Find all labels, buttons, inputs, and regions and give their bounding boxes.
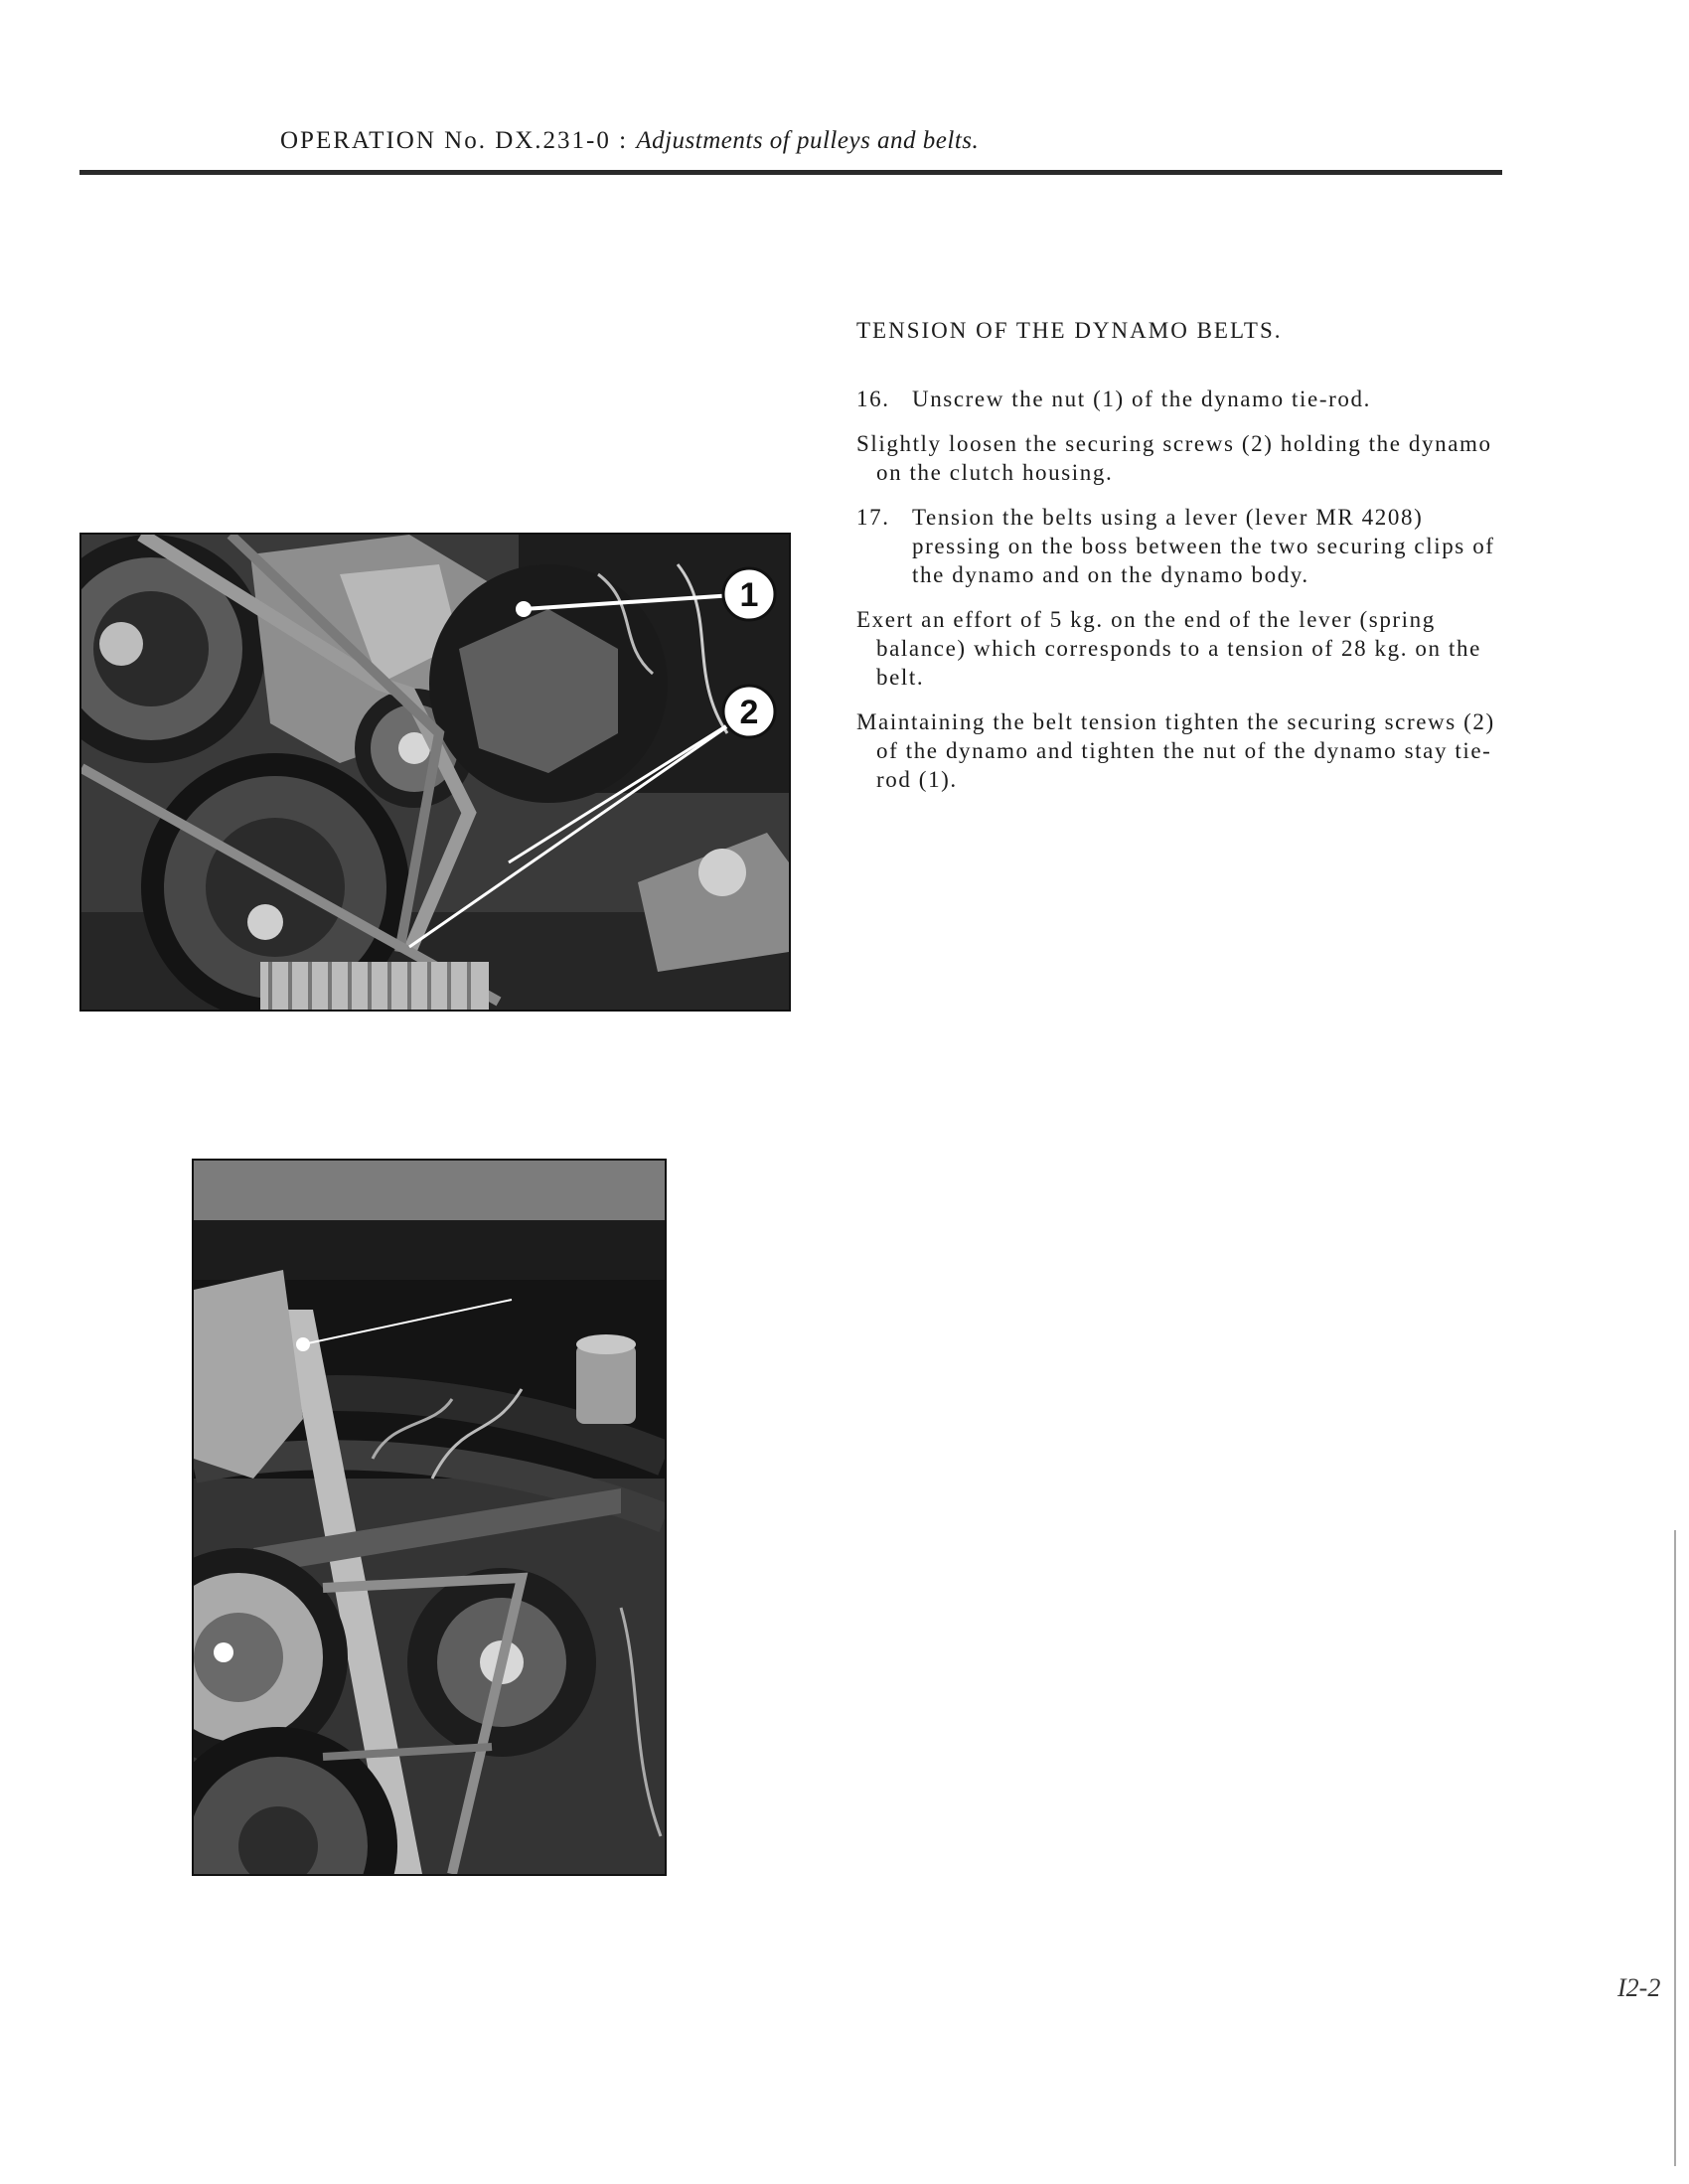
lever-tension-illustration: [194, 1161, 665, 1874]
step-16: [856, 385, 1502, 413]
engine-belt-photo: [79, 533, 791, 1012]
paragraph-exert-effort: Exert an effort of 5 kg. on the end of the lever (spring balance) which corresponds to a tension of 28 kg. on the belt.: [856, 607, 1481, 690]
callout-label-2: 2: [739, 694, 759, 731]
paragraph-loosen-screws: Slightly loosen the securing screws (2) holding the dynamo on the clutch housing.: [856, 431, 1492, 485]
operation-subject: Adjustments of pulleys and belts.: [636, 127, 980, 154]
step-16-text: Unscrew the nut (1) of the dynamo tie-rod.: [912, 387, 1371, 411]
step-17: [856, 503, 1502, 589]
step-17-text: Tension the belts using a lever (lever MR 4208) pressing on the boss between the two securing clips of the dynamo and on the dynamo body.: [912, 505, 1495, 587]
paragraph-tighten: Maintaining the belt tension tighten the securing screws (2) of the dynamo and tighten the nut of the dynamo stay tie-rod (1).: [856, 709, 1495, 792]
engine-belt-illustration: [81, 535, 789, 1010]
operation-label: OPERATION No. DX.231-0 :: [280, 127, 629, 154]
page-number: I2-2: [1617, 1973, 1661, 2002]
scan-edge-line: [1674, 1530, 1676, 2166]
step-16-number: 16.: [856, 387, 890, 411]
callout-label-1: 1: [739, 576, 759, 614]
page-header: [280, 127, 979, 155]
lever-tension-photo: [192, 1159, 667, 1876]
instructions-column: [856, 316, 1502, 810]
step-17-number: 17.: [856, 505, 890, 530]
header-rule: [79, 170, 1502, 175]
section-heading: TENSION OF THE DYNAMO BELTS.: [856, 318, 1283, 343]
